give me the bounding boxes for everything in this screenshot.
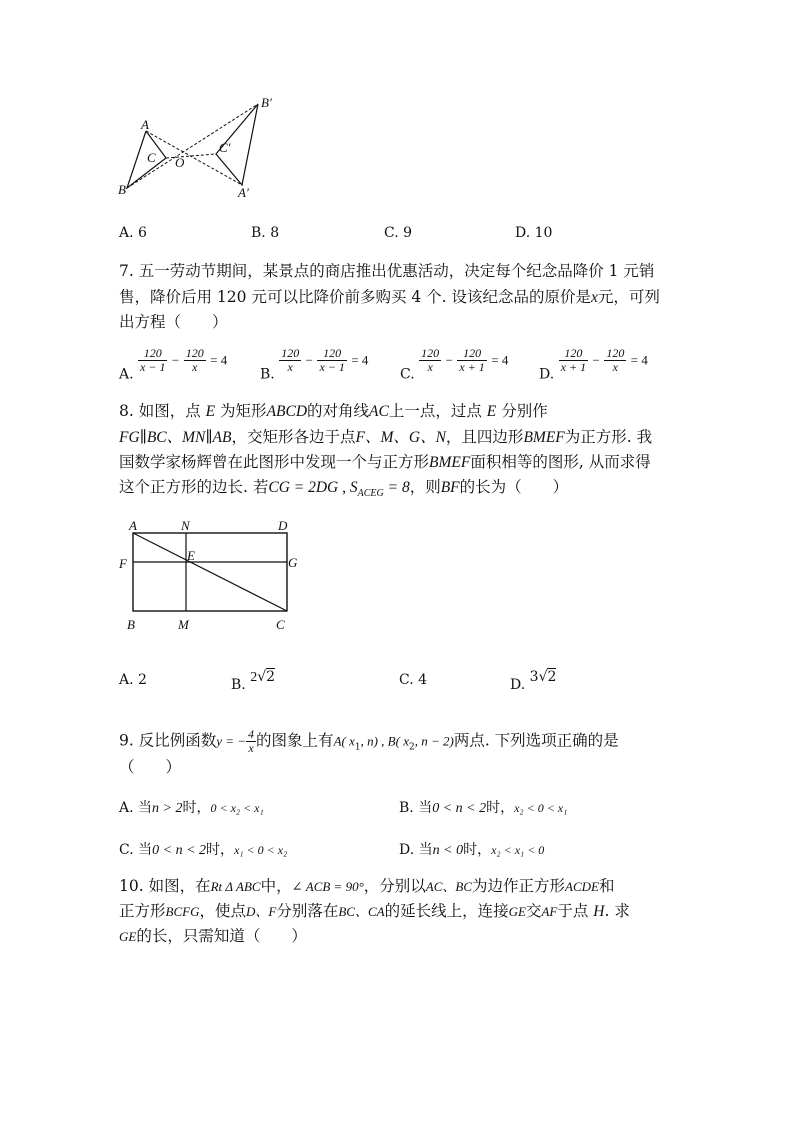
q8-option-d[interactable] — [510, 669, 556, 693]
q10-t20: 于点 — [557, 902, 594, 920]
q10-t22: . 求 — [604, 902, 630, 920]
q7-a-rhs: = 4 — [210, 352, 228, 368]
q8-option-a[interactable]: A. 2 — [119, 672, 147, 688]
q10-t19: AF — [541, 904, 558, 919]
q8-line-2 — [119, 427, 652, 448]
q9-c-cond: 0 < n < 2 — [152, 843, 207, 858]
q9-t3: A( x — [333, 733, 355, 749]
q9-t4: 1 — [354, 742, 361, 753]
q10-line-1 — [119, 876, 615, 897]
label-d: D — [278, 518, 288, 533]
q8-t19: 这个正方形的边长. 若 — [119, 478, 269, 496]
q9-c-res: x₁ < 0 < x₂ — [234, 843, 288, 857]
q9-t7: , n − 2) — [414, 733, 454, 749]
q7-a-frac2: $\frac{120}{x}$ — [185, 346, 204, 374]
q7-d-rhs: = 4 — [630, 352, 648, 368]
q10-t5: ，分别以 — [363, 877, 426, 895]
label-a: A — [141, 117, 149, 132]
q8-t13: ，且四边形 — [445, 428, 524, 446]
q8-b-rad: 2 — [266, 669, 276, 685]
q8-t1: 8. 如图，点 — [119, 402, 206, 420]
q9-d-res: x₂ < x₁ < 0 — [491, 843, 545, 857]
q10-line-3 — [119, 926, 307, 947]
label-m: M — [178, 617, 189, 632]
q8-t20: CG = 2DG , S — [268, 479, 358, 496]
q9-t8: 两点. 下列选项正确的是 — [453, 731, 619, 750]
q8-option-d-label: D. — [510, 677, 526, 693]
label-o: O — [175, 155, 185, 170]
q8-t25: 的长为（ ） — [459, 478, 569, 496]
q9-d-cond: n < 0 — [432, 843, 464, 858]
q7-option-d[interactable] — [539, 347, 648, 383]
q10-t7: 为边作正方形 — [472, 877, 566, 895]
q9-b-res: x₂ < 0 < x₁ — [514, 801, 568, 815]
label-f: F — [119, 556, 127, 571]
q9-option-b[interactable] — [399, 797, 567, 817]
q10-t9: 和 — [599, 877, 615, 895]
sqrt-icon: √ — [538, 669, 548, 685]
q8-t4: ABCD — [266, 403, 308, 420]
q7-b-frac1: $\frac{120}{x}$ — [281, 346, 300, 374]
q9-t6: 2 — [408, 742, 415, 753]
q7-c-rhs: = 4 — [491, 352, 509, 368]
label-b: B — [127, 617, 135, 632]
rotation-figure — [110, 92, 290, 207]
q7-option-c[interactable] — [400, 347, 508, 383]
q8-d-rad: 2 — [547, 669, 557, 685]
q9-a-res: 0 < x₂ < x₁ — [210, 801, 264, 815]
q8-t23: ，则 — [409, 478, 441, 496]
q9-t2: 的图象上有 — [256, 731, 334, 750]
q9-a-cond: n > 2 — [152, 801, 183, 816]
q10-t16: 的延长线上，连接 — [384, 902, 509, 920]
q10-t1: 10. 如图，在 — [119, 877, 211, 895]
label-cp: C′ — [219, 140, 231, 155]
q7-a-frac1: $\frac{120}{x - 1}$ — [140, 346, 166, 374]
q9-option-c[interactable] — [119, 839, 287, 859]
q7-d-minus: − — [592, 352, 600, 368]
q10-t24: 的长，只需知道（ ） — [136, 927, 307, 945]
q9-c-label: C. 当 — [119, 842, 153, 858]
q9-option-a[interactable] — [119, 797, 264, 817]
q8-t17: BMEF — [429, 454, 471, 471]
q7-line-1: 7. 五一劳动节期间，某景点的商店推出优惠活动，决定每个纪念品降价 1 元销 — [119, 262, 655, 280]
q8-t21: ACEG — [357, 488, 384, 500]
label-n: N — [181, 518, 190, 533]
q10-t13: D、F — [245, 904, 277, 919]
q8-t2: E — [205, 403, 216, 420]
q6-option-a[interactable]: A. 6 — [119, 225, 147, 241]
q8-t7: 上一点，过点 — [388, 402, 487, 420]
q9-a-label: A. 当 — [119, 800, 153, 816]
q8-t12: F、M、G、N — [355, 429, 446, 446]
q10-line-2 — [119, 901, 630, 922]
q8-option-b[interactable] — [231, 669, 275, 693]
q10-t12: ，使点 — [199, 902, 246, 920]
q7-d-frac1: $\frac{120}{x + 1}$ — [560, 346, 587, 374]
q10-t15: BC、CA — [338, 904, 385, 919]
q8-t8: E — [486, 403, 497, 420]
diagonal-ac — [133, 533, 287, 611]
q9-fn-y: y = − — [216, 733, 247, 749]
q10-t6: AC、BC — [425, 879, 473, 894]
q8-t16: 国数学家杨辉曾在此图形中发现一个与正方形 — [119, 453, 430, 471]
q10-t14: 分别落在 — [276, 902, 339, 920]
q10-t4: ∠ ACB = 90° — [291, 879, 364, 894]
q7-line-2 — [119, 287, 660, 308]
q8-t9: 分别作 — [496, 402, 548, 420]
label-g: G — [288, 555, 298, 570]
q8-t6: AC — [369, 403, 389, 420]
label-c: C — [147, 150, 156, 165]
q10-t17: GE — [508, 904, 526, 919]
q7-option-a-label: A. — [119, 366, 134, 383]
q7-option-d-label: D. — [539, 366, 555, 383]
rectangle-figure — [115, 515, 310, 635]
q8-line-3 — [119, 452, 651, 473]
q10-t8: ACDE — [565, 879, 599, 894]
q8-option-c[interactable]: C. 4 — [399, 672, 428, 688]
q10-t2: Rt Δ ABC — [210, 879, 261, 894]
q9-a-mid: 时， — [182, 800, 211, 816]
q7-line-3: 出方程（ ） — [119, 313, 228, 331]
label-c: C — [276, 617, 285, 632]
q8-t14: BMEF — [523, 429, 565, 446]
q9-line-1 — [119, 728, 619, 758]
q9-b-cond: 0 < n < 2 — [432, 801, 487, 816]
q8-t10: FG∥BC、MN∥AB — [119, 429, 232, 446]
q8-line-1 — [119, 401, 548, 422]
q8-d-coef: 3 — [529, 669, 539, 685]
q7-b-frac2: $\frac{120}{x - 1}$ — [319, 346, 345, 374]
q8-t5: 的对角线 — [307, 402, 370, 420]
q9-b-mid: 时， — [486, 800, 515, 816]
q9-line-2: （ ） — [119, 758, 182, 776]
q7-b-rhs: = 4 — [351, 352, 369, 368]
q10-t3: 中， — [260, 877, 292, 895]
q6-option-b[interactable]: B. 8 — [251, 225, 280, 241]
q10-t10: 正方形 — [119, 902, 166, 920]
q7-b-minus: − — [305, 352, 313, 368]
q9-b-label: B. 当 — [399, 800, 433, 816]
q10-t23: GE — [119, 929, 137, 944]
label-e: E — [187, 548, 195, 563]
label-ap: A′ — [238, 185, 249, 200]
q9-t1: 9. 反比例函数 — [119, 731, 217, 750]
q9-d-mid: 时， — [463, 842, 492, 858]
q9-option-d[interactable] — [399, 839, 544, 859]
q8-t11: ，交矩形各边于点 — [231, 428, 356, 446]
q8-t24: BF — [440, 479, 460, 496]
q7-d-frac2: $\frac{120}{x}$ — [606, 346, 625, 374]
q8-option-b-label: B. — [231, 677, 246, 693]
q7-c-frac1: $\frac{120}{x}$ — [421, 346, 440, 374]
q9-c-mid: 时， — [206, 842, 235, 858]
q8-t18: 面积相等的图形, 从而求得 — [470, 453, 651, 471]
q7-option-a[interactable] — [119, 347, 227, 383]
q7-line-2-text: 售，降价后用 120 元可以比降价前多购买 4 个. 设该纪念品的原价是 — [119, 288, 592, 306]
q8-t15: 为正方形. 我 — [564, 428, 653, 446]
q7-option-b-label: B. — [260, 366, 275, 383]
q7-c-frac2: $\frac{120}{x + 1}$ — [459, 346, 485, 374]
dash-c-cp — [166, 154, 216, 158]
label-b: B — [118, 182, 126, 197]
q10-t21: H — [593, 903, 605, 920]
q8-t3: 为矩形 — [215, 402, 267, 420]
q7-line-2-end: 元，可列 — [597, 288, 660, 306]
label-bp: B′ — [261, 95, 272, 110]
q10-t11: BCFG — [165, 904, 200, 919]
q7-option-b[interactable] — [260, 347, 368, 383]
q9-fn-frac: $\frac{4}{x}$ — [248, 727, 255, 755]
q6-option-c[interactable]: C. 9 — [384, 225, 413, 241]
sqrt-icon: √ — [257, 669, 267, 685]
q7-a-minus: − — [171, 352, 180, 368]
q9-d-label: D. 当 — [399, 842, 433, 858]
q8-b-coef: 2 — [250, 670, 258, 685]
q8-line-4 — [119, 477, 568, 504]
q7-c-minus: − — [445, 352, 453, 368]
label-a: A — [129, 518, 137, 533]
q10-t18: 交 — [525, 902, 542, 920]
q6-option-d[interactable]: D. 10 — [515, 225, 553, 241]
q7-var-x: x — [591, 289, 598, 306]
q7-option-c-label: C. — [400, 366, 415, 383]
q9-t5: , n) , B( x — [360, 733, 409, 749]
q8-t22: = 8 — [383, 479, 410, 496]
